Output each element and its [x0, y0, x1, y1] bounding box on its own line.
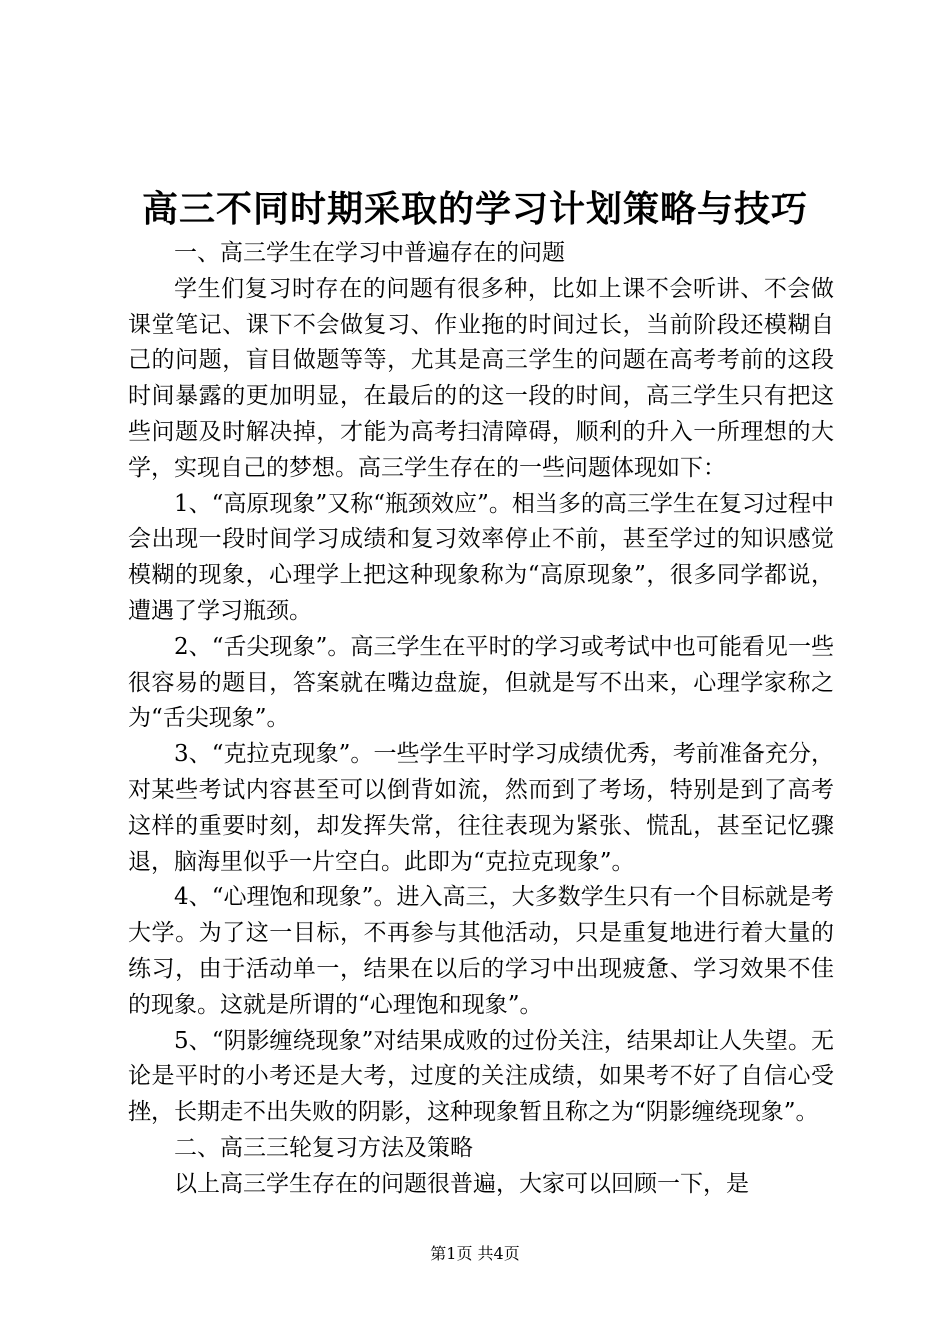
document-title: 高三不同时期采取的学习计划策略与技巧 [141, 188, 808, 230]
document-body [128, 236, 834, 1203]
section-heading-1: 一、高三学生在学习中普遍存在的问题 [174, 240, 565, 266]
section-heading-2: 二、高三三轮复习方法及策略 [174, 1134, 473, 1161]
paragraph-item-2: 2、“舌尖现象”。高三学生在平时的学习或考试中也可能看见一些很容易的题目，答案就在嘴边盘旋，但就是写不出来，心理学家称之为“舌尖现象”。 [128, 633, 834, 732]
paragraph-item-1: 1、“高原现象”又称“瓶颈效应”。相当多的高三学生在复习过程中会出现一段时间学习成绩和复习效率停止不前，甚至学过的知识感觉模糊的现象，心理学上把这种现象称为“高原现象”，很多同学都说，遭遇了学习瓶颈。 [128, 490, 834, 624]
paragraph-continuation: 以上高三学生存在的问题很普遍，大家可以回顾一下，是 [174, 1170, 749, 1197]
paragraph-item-3: 3、“克拉克现象”。一些学生平时学习成绩优秀，考前准备充分，对某些考试内容甚至可以倒背如流，然而到了考场，特别是到了高考这样的重要时刻，却发挥失常，往往表现为紧张、慌乱，甚至记忆骤退，脑海里似乎一片空白。此即为“克拉克现象”。 [128, 741, 834, 875]
page-number-footer: 第1页 共4页 [430, 1244, 520, 1263]
paragraph-item-4: 4、“心理饱和现象”。进入高三，大多数学生只有一个目标就是考大学。为了这一目标，不再参与其他活动，只是重复地进行着大量的练习，由于活动单一，结果在以后的学习中出现疲惫、学习效果不佳的现象。这就是所谓的“心理饱和现象”。 [128, 884, 834, 1018]
paragraph-item-5: 5、“阴影缠绕现象”对结果成败的过份关注，结果却让人失望。无论是平时的小考还是大考，过度的关注成绩，如果考不好了自信心受挫，长期走不出失败的阴影，这种现象暂且称之为“阴影缠绕现象”。 [128, 1027, 834, 1126]
paragraph-intro: 学生们复习时存在的问题有很多种，比如上课不会听讲、不会做课堂笔记、课下不会做复习、作业拖的时间过长，当前阶段还模糊自己的问题，盲目做题等等，尤其是高三学生的问题在高考考前的这段时间暴露的更加明显，在最后的的这一段的时间，高三学生只有把这些问题及时解决掉，才能为高考扫清障碍，顺利的升入一所理想的大学，实现自己的梦想。高三学生存在的一些问题体现如下： [128, 275, 834, 481]
